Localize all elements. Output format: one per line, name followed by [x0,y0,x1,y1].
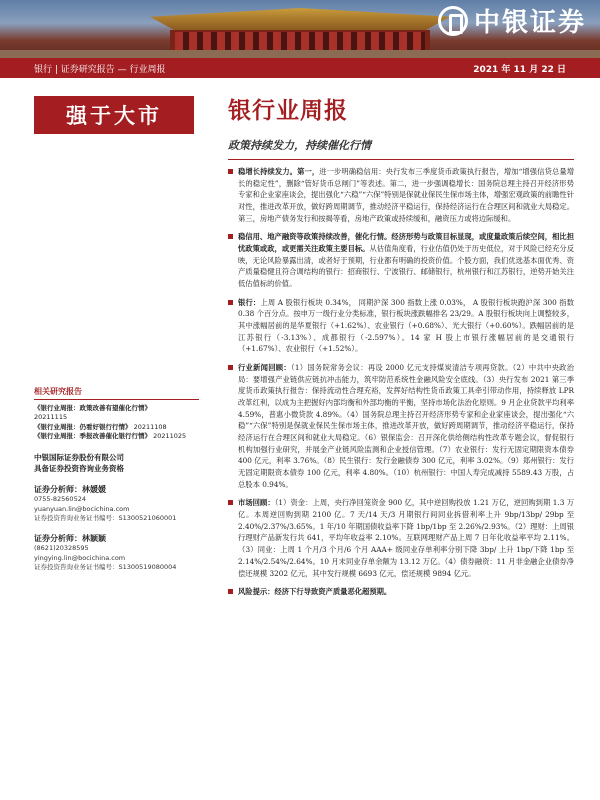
analyst-license: 证券投资咨询业务证书编号：S1300519080004 [34,563,177,572]
related-report [34,423,199,432]
summary-bullet [228,166,574,224]
left-sidebar [34,386,199,573]
bank-of-china-logo-icon [438,6,468,36]
analyst-card [34,533,199,572]
bullet-text: （1）国务院常务会议：再设 2000 亿元支持煤炭清洁专项再贷款。（2）中共中央政治局：要增强产业链供应链抗冲击能力，筑牢防范系统性金融风险安全底线。（3）央行发布 2021 第三季度货币政策执行报告：保持流动性合理充裕，发挥好结构性货币政策工具牵引带动作用，持续释放 LPR 改革红利，以成为主把握好内部均衡和外部均衡的平衡，坚持市场化法治化原则。9 月企业贷款平均利率 4.59%，普惠小微贷款 4.89%。（4）国务院总理主持召开经济形势专家和企业家座谈会，提出强化“六稳”“六保”特别是保就业保民生保市场主体，推进改革开放，做好跨周期调节，推动经济平稳运行，保持经济运行在合理区间和就业大局稳定。（6）银保监会：召开深化供给侧结构性改革专题会议，督促银行机构加强行业研究，并展金产业链风险监测和企业授信管理。（7）农业银行：发行无固定期限资本债券 400 亿元，利率 3.76%。（8）民生银行：发行金融债券 300 亿元，利率 3.02%。（9）郑州银行：发行无固定期限资本债券 100 亿元，利率 4.80%。（10）杭州银行：中国人寿完成减持 5589.43 万股，占总股本 0.94%。 [238,363,574,489]
rating-slogan: 强于大市 [34,96,194,134]
report-category: 银行 | 证券研究报告 — 行业周报 [34,64,166,75]
bullet-text: （1）资金：上周，央行净回笼资金 900 亿，其中逆回购投放 1.21 万亿，逆回购到期 1.3 万亿。本周逆回购到期 2100 亿。7 天/14 天/3 月期银行间同业拆借利率上升 9bp/13bp/ 29bp 至 2.40%/2.37%/3.65%。1 年/10 年期国债收益率下降 1bp/1bp 至 2.26%/2.93%。（2）理财：上周银行理财产品新发行共 641，平均年收益率 2.10%。互联网理财产品上周 7 日年化收益率平均 2.11%。（3）同业：上周 1 个月/3 个月/6 个月 AAA+ 级同业存单利率分别下降 3bp/ 上升 1bp/下降 1bp 至 2.14%/2.54%/2.64%。10 月末同业存单余额为 13.12 万亿。（4）债券融资：11 月非金融企业债券净偿还规模 3202 亿元，其中发行规模 6693 亿元，偿还规模 9894 亿元。 [238,498,575,578]
analyst-license: 证券投资咨询业务证书编号：S1300521060001 [34,514,177,523]
report-date: 2021 年 11 月 22 日 [473,64,566,75]
bullet-text: 经济下行导致资产质量恶化超预期。 [274,587,392,597]
summary-bullet [228,362,574,490]
category-bar [0,58,600,78]
summary-bullet [228,231,574,289]
related-report [34,404,199,423]
company-qualification: 中银国际证券股份有限公司 具备证券投资咨询业务资格 [34,452,124,473]
summary-bullet [228,297,574,355]
title-divider [228,159,574,160]
analyst-email: yingying.lin@bocichina.com [34,553,126,562]
main-column [228,92,574,598]
report-title: 银行业周报 [228,97,348,124]
summary-bullets [228,166,574,598]
bullet-lead: 稳增长持续发力。第一， [238,167,320,176]
palace-roof-illustration [150,8,450,30]
logo-text: 中银证券 [473,8,586,38]
related-report [34,432,199,441]
bullet-lead: 行业新闻回顾： [238,363,291,373]
related-reports-title: 相关研究报告 [34,386,199,400]
related-report-date: 20211115 [34,413,68,422]
company-logo [438,2,586,39]
related-report-title: 《银行业周报：仍看好银行行情》 [34,422,132,431]
bullet-lead: 银行： [238,297,261,307]
analyst-phone: (8621)20328595 [34,544,89,553]
related-report-title: 《银行业周报：政策改善有望催化行情》 [34,404,151,412]
bullet-text: 进一步明确稳信用：央行发布三季度货币政策执行报告，增加“增强信贷总量增长的稳定性”，删除“管好货币总闸门”等表述。第二，进一步强调稳增长：国务院总理主持召开经济形势专家和企业家座谈会，提出强化“六稳”“六保”特别是保就业保民生保市场主体，增强宏观政策的前瞻性针对性，推进改革开放，做好跨周期调节，推动经济平稳运行，保持经济运行在合理区间和就业大局稳定。第三，房地产债务发行和按揭等看，房地产政策或持续缓和，融资压力或将边际缓和。 [238,167,575,223]
header-banner [0,0,600,58]
analyst-name: 证券分析师：林媛媛 [34,485,106,495]
analyst-name: 证券分析师：林颖颖 [34,534,106,544]
related-report-date: 20211108 [133,422,167,431]
bullet-lead: 市场回顾： [238,498,275,508]
bullet-lead: 稳信用、地产融资等政策持续改善，催化行情。经济形势与政策目标显现，或度量政策后续空间，相比担忧政策或政，或更需关注政策主要目标。 [238,232,574,254]
analyst-email: yuanyuan.lin@bocichina.com [34,504,130,513]
summary-bullet [228,586,574,598]
bullet-text: 从估值角度看，行业估值仍处于历史低位，对于风险已经充分反映，无论风险暴露出清，或者好于预期，行业都有明确的投资价值。个股方面，我们优选基本面优秀、资产质量稳健且符合调结构的银行：招商银行、宁波银行、邮储银行，杭州银行和江苏银行，逆势开始关注低估值标的价值。 [238,244,575,289]
analyst-phone: 0755-82560524 [34,495,86,504]
summary-bullet [228,497,574,579]
report-subtitle: 政策持续发力，持续催化行情 [228,139,371,152]
palace-ground-illustration [0,50,600,58]
bullet-text: 上周 A 股银行板块 0.34%， 同期沪深 300 指数上涨 0.03%， A 股银行板块跑沪深 300 指数 0.38 个百分点。按申万一级行业分类标准，银行板块涨跌幅排名 23/29。A 股银行板块向上调整较多，其中涨幅居前的是华夏银行（+1.62%）、农业银行（+0.68%）、光大银行（+0.60%）。跌幅居前的是江苏银行（-3.13%）、成都银行（-2.597%）。14 家 H 股上市银行涨幅居前的是交通银行（+1.67%）、农业银行（+1.52%）。 [238,297,574,354]
related-report-title: 《银行业周报：季报改善催化银行行情》 [34,432,151,441]
bullet-lead: 风险提示： [238,587,275,597]
analyst-card [34,484,199,523]
related-report-date: 20211025 [153,432,187,441]
